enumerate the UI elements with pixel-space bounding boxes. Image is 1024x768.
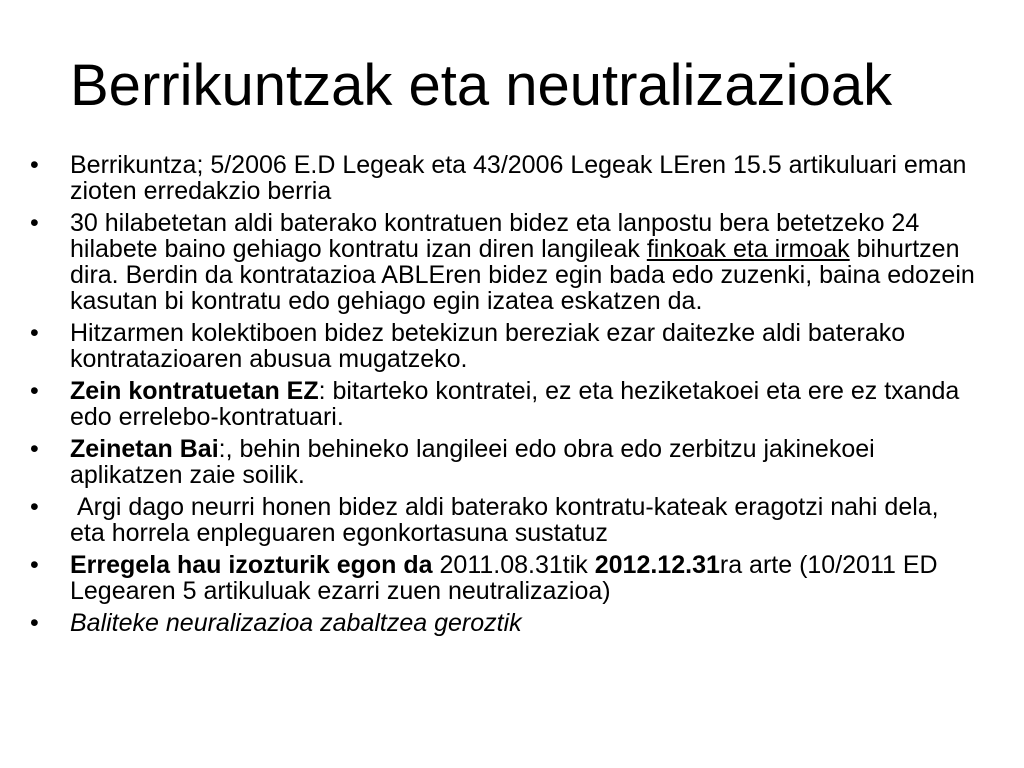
italic-text: Baliteke neuralizazioa zabaltzea geroztik bbox=[70, 609, 522, 637]
bullet-text bbox=[70, 210, 980, 314]
bold-text: Zein kontratuetan EZ bbox=[70, 377, 319, 405]
bullet-icon: • bbox=[30, 151, 39, 179]
bullet-icon: • bbox=[30, 493, 39, 521]
bullet-item bbox=[30, 436, 980, 488]
bold-text: 2012.12.31 bbox=[594, 551, 720, 579]
bullet-item bbox=[30, 378, 980, 430]
bullet-icon: • bbox=[30, 209, 39, 237]
bullet-icon: • bbox=[30, 435, 39, 463]
bullet-item bbox=[30, 610, 980, 636]
text-run: Hitzarmen kolektiboen bidez betekizun bereziak ezar daitezke aldi baterako kontratazioaren abusua mugatzeko. bbox=[70, 319, 906, 373]
bullet-item bbox=[30, 552, 980, 604]
bullet-text bbox=[70, 552, 980, 604]
bullet-icon: • bbox=[30, 319, 39, 347]
bullet-text bbox=[70, 320, 980, 372]
bullet-icon: • bbox=[30, 609, 39, 637]
bullet-text bbox=[70, 152, 980, 204]
bullet-text bbox=[70, 494, 980, 546]
bullet-icon: • bbox=[30, 551, 39, 579]
text-run: 2011.08.31tik bbox=[432, 551, 595, 579]
bullet-item bbox=[30, 152, 980, 204]
underlined-text: finkoak eta irmoak bbox=[646, 235, 850, 263]
bullet-icon: • bbox=[30, 377, 39, 405]
text-run: : bitarteko kontratei, ez eta heziketakoei eta ere ez txanda edo errelebo-kontratuari. bbox=[70, 377, 960, 431]
bullet-item bbox=[30, 494, 980, 546]
text-run: :, behin behineko langileei edo obra edo zerbitzu jakinekoei aplikatzen zaie soilik. bbox=[70, 435, 875, 489]
bold-text: Zeinetan Bai bbox=[70, 435, 219, 463]
bullet-text bbox=[70, 436, 980, 488]
text-run: Argi dago neurri honen bidez aldi baterako kontratu-kateak eragotzi nahi dela, eta horrela enpleguaren egonkortasuna sustatuz bbox=[70, 493, 946, 547]
bullet-text bbox=[70, 378, 980, 430]
bullet-text bbox=[70, 610, 980, 636]
text-run: bihurtzen dira. Berdin da kontratazioa ABLEren bidez egin bada edo zuzenki, baina edozein kasutan bi kontratu edo gehiago egin izatea eskatzen da. bbox=[70, 235, 975, 315]
text-run: 30 hilabetetan aldi baterako kontratuen bidez eta lanpostu bera betetzeko 24 hilabete baino gehiago kontratu izan diren langileak bbox=[70, 209, 920, 263]
text-run: Berrikuntza; 5/2006 E.D Legeak eta 43/2006 Legeak LEren 15.5 artikuluari eman zioten erredakzio berria bbox=[70, 151, 967, 205]
bold-text: Erregela hau izozturik egon da bbox=[70, 551, 433, 579]
slide-title: Berrikuntzak eta neutralizazioak bbox=[70, 53, 893, 118]
bullet-item bbox=[30, 320, 980, 372]
bullet-item bbox=[30, 210, 980, 314]
bullet-list bbox=[30, 152, 980, 642]
text-run: ra arte (10/2011 ED Legearen 5 artikuluak ezarri zuen neutralizazioa) bbox=[70, 551, 938, 605]
